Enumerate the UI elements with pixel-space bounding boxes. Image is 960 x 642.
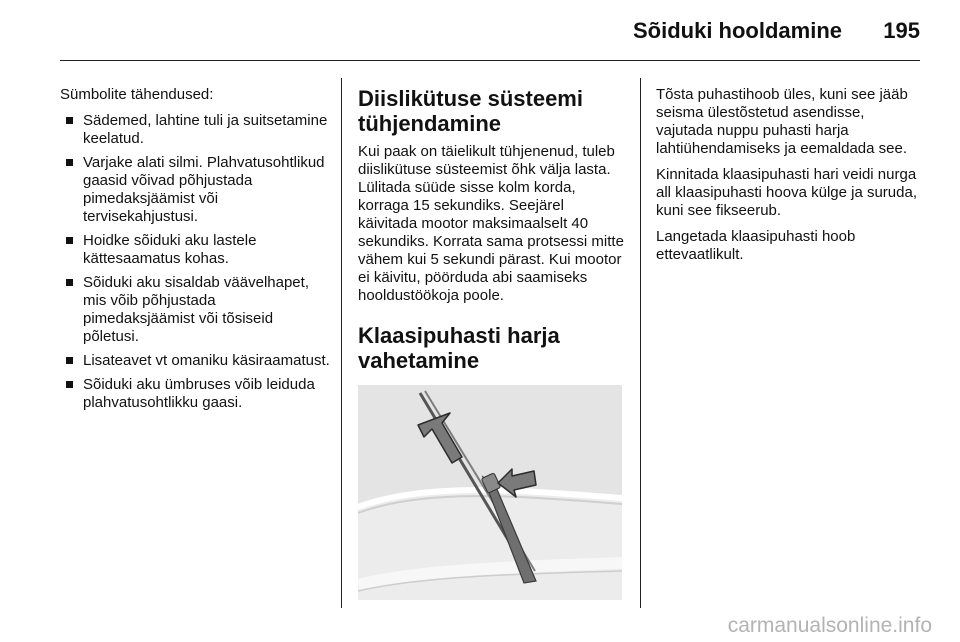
list-item: Hoidke sõiduki aku lastele kättesaamatus kohas. bbox=[66, 232, 330, 268]
heading-wiper-blade-replacement: Klaasipuhasti harja vahetamine bbox=[358, 323, 560, 373]
header-divider bbox=[60, 60, 920, 61]
section-title: Sõiduki hooldamine bbox=[632, 18, 842, 43]
paragraph-wiper-step-2: Kinnitada klaasipuhasti hari veidi nurga all klaasipuhasti hoova külge ja suruda, kuni see fikseerub. bbox=[656, 166, 917, 219]
watermark: carmanualsonline.info bbox=[727, 614, 932, 637]
list-item: Varjake alati silmi. Plahvatusohtlikud gaasid võivad põhjustada pimedaksjäämist või tervisekahjustusi. bbox=[66, 154, 330, 226]
list-item: Sõiduki aku sisaldab väävelhapet, mis võib põhjustada pimedaksjäämist või tõsiseid põletusi. bbox=[66, 274, 330, 346]
wiper-figure bbox=[358, 385, 622, 600]
column-symbols bbox=[60, 86, 330, 418]
column-diesel-and-wiper bbox=[358, 86, 626, 600]
paragraph-wiper-step-1: Tõsta puhastihoob üles, kuni see jääb seisma ülestõstetud asendisse, vajutada nuppu puhasti harja lahtiühendamiseks ja eemaldada see. bbox=[656, 86, 908, 157]
wiper-illustration bbox=[358, 385, 622, 600]
page-number: 195 bbox=[883, 18, 920, 43]
symbols-intro: Sümbolite tähendused: bbox=[60, 86, 214, 103]
symbols-list bbox=[60, 112, 330, 412]
column-divider-2 bbox=[640, 78, 641, 608]
list-item: Sõiduki aku ümbruses võib leiduda plahvatusohtlikku gaasi. bbox=[66, 376, 330, 412]
page-header bbox=[0, 0, 960, 60]
column-divider-1 bbox=[341, 78, 342, 608]
heading-diesel-system-bleeding: Diislikütuse süsteemi tühjendamine bbox=[358, 86, 583, 136]
paragraph-wiper-step-3: Langetada klaasipuhasti hoob ettevaatlikult. bbox=[656, 228, 856, 263]
list-item: Sädemed, lahtine tuli ja suitsetamine keelatud. bbox=[66, 112, 330, 148]
column-wiper-instructions bbox=[656, 86, 924, 272]
list-item: Lisateavet vt omaniku käsiraamatust. bbox=[66, 352, 330, 370]
paragraph-diesel-bleeding: Kui paak on täielikult tühjenenud, tuleb diislikütuse süsteemist õhk välja lasta. Lülitada süüde sisse kolm korda, korraga 15 sekundiks. Seejärel käivitada mootor maksimaalselt 40 sekundiks. Korrata sama protsessi mitte vähem kui 5 sekundi pärast. Kui mootor ei käivitu, pöörduda abi saamiseks hooldustöökoja poole. bbox=[358, 143, 624, 304]
